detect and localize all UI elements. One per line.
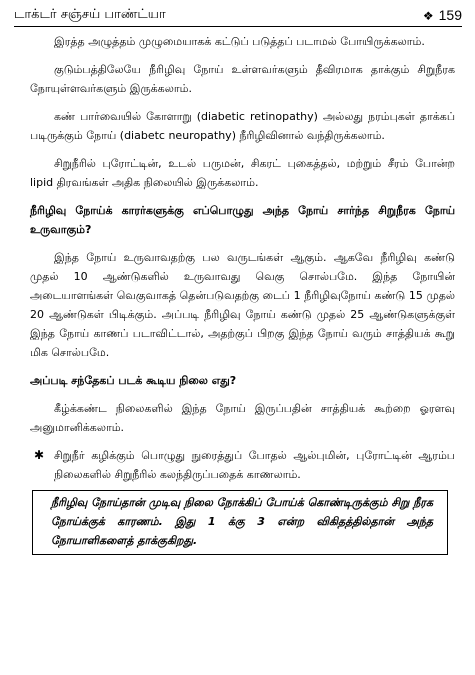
paragraph: இரத்த அழுத்தம் முழுமையாகக் கட்டுப் படுத்தப் படாமல் போயிருக்கலாம். [54,35,425,48]
running-header [14,6,462,27]
page-number: 159 [438,7,462,23]
book-title: டாக்டர் சஞ்சய் பாண்ட்யா [14,7,166,22]
bullet-item [30,446,455,484]
page-body [30,32,455,555]
asterisk-bullet-icon: ✱ [34,448,45,462]
question-heading: அப்படி சந்தேகப் படக் கூடிய நிலை எது? [30,374,237,387]
answer-paragraph: கீழ்க்கண்ட நிலைகளில் இந்த நோய் இருப்பதின் சாத்தியக் கூற்றை ஓரளவு அனுமானிக்கலாம். [30,402,455,434]
paragraph: சிறுநீரில் புரோட்டின், உடல் பருமன், சிகரட் புகைத்தல், மற்றும் சீரம் போன்ற lipid திரவங்கள் அதிக நிலையில் இருக்கலாம். [30,157,455,189]
diamond-ornament-icon: ❖ [422,9,434,23]
answer-paragraph: இந்த நோய் உருவாவதற்கு பல வருடங்கள் ஆகும். ஆகவே நீரிழிவு கண்டு முதல் 10 ஆண்டுகளில் உருவாவது வெகு சொல்பமே. இந்த நோயின் அடையாளங்கள் வெகுவாகத் தென்படுவதற்கு டைப் 1 நீரிழிவுநோய் கண்டு 15 முதல் 20 ஆண்டுகள் பிடிக்கும். அப்படி நீரிழிவு நோய் கண்டு முதல் 25 ஆண்டுகளுக்குள் இந்த நோய் காணப் படாவிட்டால், அதற்குப் பிறகு இந்த நோய் வரும் சாத்தியக் கூறு மிக சொல்பமே. [30,251,455,359]
bullet-text: சிறுநீர் கழிக்கும் பொழுது நுரைத்துப் போதல் ஆல்புமின், புரோட்டின் ஆரம்ப நிலைகளில் சிறுநீரில் கலந்திருப்பதைக் காணலாம். [54,449,455,481]
paragraph: குடும்பத்திலேயே நீரிழிவு நோய் உள்ளவர்களும் தீவிரமாக தாக்கும் சிறுநீரக நோயுள்ளவர்களும் இருக்கலாம். [30,63,455,95]
page-number-block [423,6,462,25]
highlight-note-box: நீரிழிவு நோய்தான் முடிவு நிலை நோக்கிப் போய்க் கொண்டிருக்கும் சிறு நீரக நோய்க்குக் காரணம். இது 1 க்கு 3 என்ற விகிதத்தில்தான் அந்த நோயாளிகளைத் தாக்குகிறது. [32,490,448,555]
paragraph: கண் பார்வையில் கோளாறு (diabetic retinopathy) அல்லது நரம்புகள் தாக்கப் படிருக்கும் நோய் (diabetc neuropathy) நீரிழிவினால் வந்திருக்கலாம். [30,110,455,142]
question-heading: நீரிழிவு நோய்க் காரர்களுக்கு எப்பொழுது அந்த நோய் சார்ந்த சிறுநீரக நோய் உருவாகும்? [30,204,455,236]
